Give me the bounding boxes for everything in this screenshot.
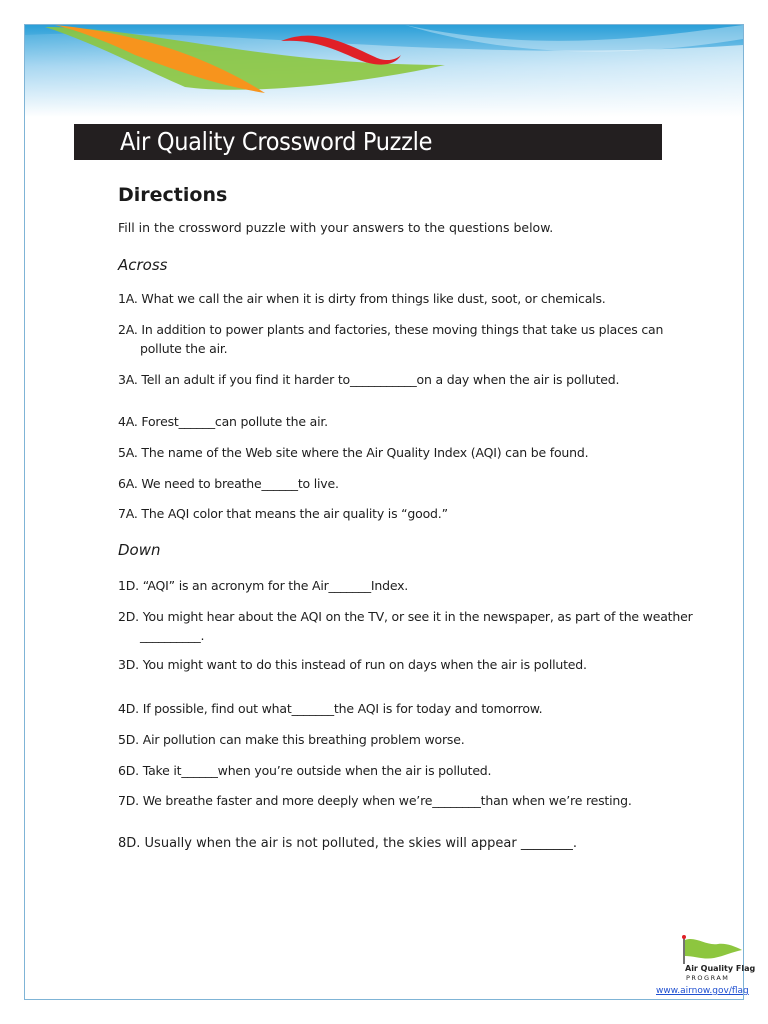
website-link[interactable]: www.airnow.gov/flag (656, 986, 749, 996)
clue-across-1: 1A. What we call the air when it is dirty from things like dust, soot, or chemicals. (118, 291, 606, 306)
clue-down-7: 7D. We breathe faster and more deeply when we’re________than when we’re resting. (118, 793, 632, 808)
page-title: Air Quality Crossword Puzzle (74, 124, 662, 160)
logo-title: Air Quality Flag (685, 964, 756, 973)
across-heading: Across (118, 256, 168, 274)
clue-across-5: 5A. The name of the Web site where the Air Quality Index (AQI) can be found. (118, 445, 589, 460)
clue-down-8: 8D. Usually when the air is not polluted, the skies will appear ________. (118, 836, 577, 851)
clue-down-6: 6D. Take it______when you’re outside when the air is polluted. (118, 763, 492, 778)
logo-subtitle: PROGRAM (686, 974, 730, 982)
header-banner-graphic (25, 25, 743, 117)
clue-across-6: 6A. We need to breathe______to live. (118, 476, 339, 491)
clue-across-4: 4A. Forest______can pollute the air. (118, 414, 328, 429)
clue-down-4: 4D. If possible, find out what_______the AQI is for today and tomorrow. (118, 701, 543, 716)
clue-across-3: 3A. Tell an adult if you find it harder to___________on a day when the air is polluted. (118, 372, 620, 387)
clue-down-3: 3D. You might want to do this instead of run on days when the air is polluted. (118, 657, 587, 672)
clue-down-5: 5D. Air pollution can make this breathing problem worse. (118, 732, 465, 747)
directions-heading: Directions (118, 184, 228, 206)
clue-down-1: 1D. “AQI” is an acronym for the Air_______Index. (118, 578, 409, 593)
directions-text: Fill in the crossword puzzle with your answers to the questions below. (118, 220, 554, 235)
down-heading: Down (118, 541, 161, 559)
clue-down-2: 2D. You might hear about the AQI on the TV, or see it in the newspaper, as part of the weather __________. (118, 609, 693, 643)
clue-across-2: 2A. In addition to power plants and factories, these moving things that take us places can pollute the air. (118, 322, 664, 356)
clue-across-7: 7A. The AQI color that means the air quality is “good.” (118, 506, 448, 521)
